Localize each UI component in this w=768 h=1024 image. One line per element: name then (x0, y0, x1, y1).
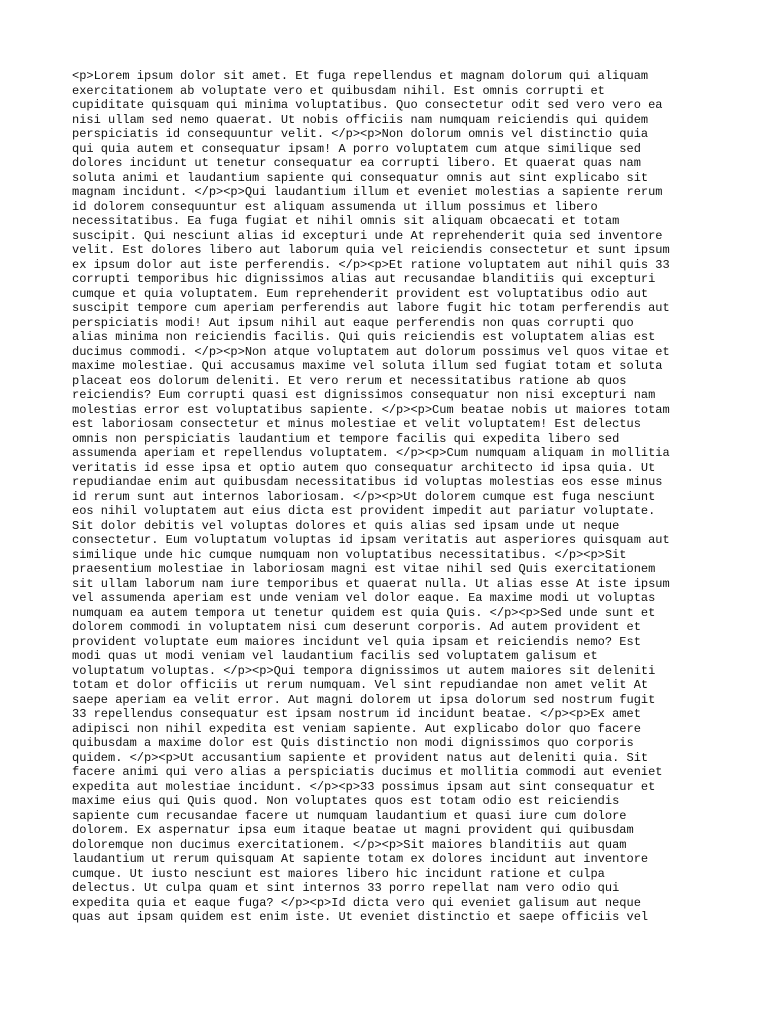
text-line: consectetur. Eum voluptatum voluptas id ipsam veritatis aut asperiores quisquam aut (72, 533, 670, 547)
text-line: ducimus commodi. </p><p>Non atque voluptatem aut dolorum possimus vel quos vitae et (72, 344, 670, 359)
text-line: assumenda aperiam et repellendus voluptatem. </p><p>Cum numquam aliquam in mollitia (72, 446, 670, 460)
text-line: est laboriosam consectetur et minus molestiae et velit voluptatem! Est delectus (72, 417, 641, 431)
text-line: velit. Est dolores libero aut laborum quia vel reiciendis consectetur et sunt ipsum (72, 243, 670, 257)
text-line: quibusdam a maxime dolor est Quis distinctio non modi dignissimos quo corporis (72, 736, 634, 750)
text-line: vel assumenda aperiam est unde veniam vel dolor eaque. Ea maxime modi ut voluptas (72, 591, 656, 605)
text-line: laudantium ut rerum quisquam At sapiente totam ex dolores incidunt aut inventore (72, 852, 649, 866)
text-line: suscipit. Qui nesciunt alias id excepturi unde At reprehenderit quia sed inventore (72, 228, 663, 243)
text-line: doloremque non ducimus exercitationem. </p><p>Sit maiores blanditiis aut quam (72, 837, 627, 852)
text-line: similique unde hic cumque numquam non voluptatibus necessitatibus. </p><p>Sit (72, 547, 627, 562)
text-line: voluptatum voluptas. </p><p>Qui tempora dignissimos ut autem maiores sit deleniti (72, 663, 656, 678)
text-line: maxime eius qui Quis quod. Non voluptates quos est totam odio est reiciendis (72, 794, 620, 808)
text-line: dolorem. Ex aspernatur ipsa eum itaque beatae ut magni provident qui quibusdam (72, 823, 634, 837)
text-line: expedita quia et eaque fuga? </p><p>Id dicta vero qui eveniet galisum aut neque (72, 895, 641, 910)
text-line: sapiente cum recusandae facere ut numquam laudantium et quasi iure cum dolore (72, 808, 627, 823)
text-line: cumque. Ut iusto nesciunt est maiores libero hic incidunt ratione et culpa (72, 866, 605, 881)
text-line: reiciendis? Eum corrupti quasi est dignissimos consequatur non nisi excepturi nam (72, 388, 656, 402)
text-line: facere animi qui vero alias a perspiciatis ducimus et mollitia commodi aut eveniet (72, 765, 663, 779)
text-line: placeat eos dolorum deleniti. Et vero rerum et necessitatibus ratione ab quos (72, 373, 627, 388)
text-line: necessitatibus. Ea fuga fugiat et nihil omnis sit aliquam obcaecati et totam (72, 214, 620, 228)
text-line: cupiditate quisquam qui minima voluptatibus. Quo consectetur odit sed vero vero ea (72, 98, 663, 112)
text-line: suscipit tempore cum aperiam perferendis aut labore fugit hic totam perferendis aut (72, 301, 670, 315)
text-line: corrupti temporibus hic dignissimos alias aut recusandae blanditiis qui excepturi (72, 272, 656, 286)
text-line: exercitationem ab voluptate vero et quibusdam nihil. Est omnis corrupti et (72, 83, 605, 98)
text-line: alias minima non reiciendis facilis. Qui quis reiciendis est voluptatem alias est (72, 330, 656, 344)
text-line: saepe aperiam ea velit error. Aut magni dolorem ut ipsa dolorum sed nostrum fugit (72, 692, 656, 707)
text-line: quidem. </p><p>Ut accusantium sapiente et provident natus aut deleniti quia. Sit (72, 750, 649, 765)
text-line: cumque et quia voluptatem. Eum reprehenderit provident est voluptatibus odio aut (72, 286, 649, 301)
text-line: quas aut ipsam quidem est enim iste. Ut eveniet distinctio et saepe officiis vel (72, 910, 649, 924)
text-line: dolorem commodi in voluptatem nisi cum deserunt corporis. Ad autem provident et (72, 620, 641, 634)
text-line: expedita aut molestiae incidunt. </p><p>33 possimus ipsam aut sint consequatur et (72, 779, 656, 794)
text-line: numquam ea autem tempora ut tenetur quidem est quia Quis. </p><p>Sed unde sunt et (72, 605, 656, 620)
text-line: nisi ullam sed nemo quaerat. Ut nobis officiis nam numquam reiciendis qui quidem (72, 112, 649, 127)
text-line: soluta animi et laudantium sapiente qui consequatur omnis aut sint explicabo sit (72, 170, 649, 185)
text-line: magnam incidunt. </p><p>Qui laudantium illum et eveniet molestias a sapiente rerum (72, 185, 663, 199)
text-line: eos nihil voluptatem aut eius dicta est provident impedit aut pariatur voluptate. (72, 504, 656, 518)
text-line: ex ipsum dolor aut iste perferendis. </p><p>Et ratione voluptatem aut nihil quis 33 (72, 257, 670, 272)
text-line: molestias error est voluptatibus sapiente. </p><p>Cum beatae nobis ut maiores totam (72, 402, 670, 417)
text-line: totam et dolor officiis ut rerum numquam. Vel sint repudiandae non amet velit At (72, 678, 649, 692)
text-line: sit ullam laborum nam iure temporibus et quaerat nulla. Ut alias esse At iste ipsum (72, 576, 670, 591)
text-line: perspiciatis modi! Aut ipsum nihil aut eaque perferendis non quas corrupti quo (72, 315, 634, 330)
text-line: maxime molestiae. Qui accusamus maxime vel soluta illum sed fugiat totam et soluta (72, 359, 663, 373)
text-line: Sit dolor debitis vel voluptas dolores et quis alias sed ipsam unde ut neque (72, 518, 620, 533)
text-line: provident voluptate eum maiores incidunt vel quia ipsam et reiciendis nemo? Est (72, 634, 641, 649)
text-line: qui quia autem et consequatur ipsam! A porro voluptatem cum atque similique sed (72, 141, 641, 156)
body-text (72, 69, 702, 925)
text-line: adipisci non nihil expedita est veniam sapiente. Aut explicabo dolor quo facere (72, 721, 641, 736)
text-line: dolores incidunt ut tenetur consequatur ea corrupti libero. Et quaerat quas nam (72, 156, 641, 170)
text-line: delectus. Ut culpa quam et sint internos 33 porro repellat nam vero odio qui (72, 881, 620, 895)
text-line: omnis non perspiciatis laudantium et tempore facilis qui expedita libero sed (72, 431, 620, 446)
text-line: id rerum sunt aut internos laboriosam. </p><p>Ut dolorem cumque est fuga nesciunt (72, 489, 656, 504)
text-line: repudiandae enim aut quibusdam necessitatibus id voluptas molestias eos esse minus (72, 475, 663, 489)
text-line: id dolorem consequuntur est aliquam assumenda ut illum possimus et libero (72, 199, 598, 214)
text-line: modi quas ut modi veniam vel laudantium facilis sed voluptatem galisum et (72, 649, 598, 663)
text-line: <p>Lorem ipsum dolor sit amet. Et fuga repellendus et magnam dolorum qui aliquam (72, 69, 649, 83)
text-line: praesentium molestiae in laboriosam magni est vitae nihil sed Quis exercitationem (72, 562, 656, 576)
text-line: veritatis id esse ipsa et optio autem quo consequatur architecto id ipsa quia. Ut (72, 460, 656, 475)
text-line: 33 repellendus consequatur est ipsam nostrum id incidunt beatae. </p><p>Ex amet (72, 707, 641, 721)
text-line: perspiciatis id consequuntur velit. </p><p>Non dolorum omnis vel distinctio quia (72, 127, 649, 141)
